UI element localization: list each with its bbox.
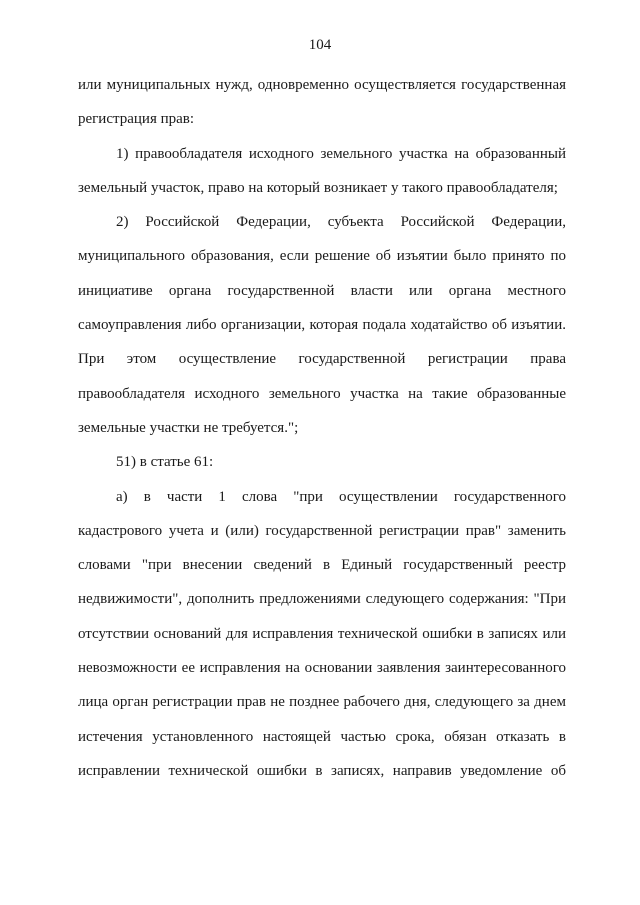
paragraph-item-2: 2) Российской Федерации, субъекта Российской Федерации, муниципального образования, если решение об изъятии было принято по инициативе органа государственной власти или органа местного самоуправления либо организации, которая подала ходатайство об изъятии. При этом осуществление государственной регистрации права правообладателя исходного земельного участка на такие образованные земельные участки не требуется.";	[78, 214, 566, 436]
paragraph-item-1: 1) правообладателя исходного земельного участка на образованный земельный участок, право на который возникает у такого правообладателя;	[78, 145, 566, 196]
document-body	[78, 68, 566, 788]
paragraph-item-a: а) в части 1 слова "при осуществлении государственного кадастрового учета и (или) государственной регистрации прав" заменить словами "при внесении сведений в Единый государственный реестр недвижимости", дополнить предложениями следующего содержания: "При отсутствии оснований для исправления технической ошибки в записях или невозможности ее исправления на основании заявления заинтересованного лица орган регистрации прав не позднее рабочего дня, следующего за днем истечения установленного настоящей частью срока, обязан отказать в исправлении технической ошибки в записях, направив уведомление об	[78, 488, 566, 779]
page-number: 104	[308, 37, 332, 53]
paragraph-continuation: или муниципальных нужд, одновременно осуществляется государственная регистрация прав:	[78, 77, 566, 128]
paragraph-item-51: 51) в статье 61:	[116, 454, 214, 471]
